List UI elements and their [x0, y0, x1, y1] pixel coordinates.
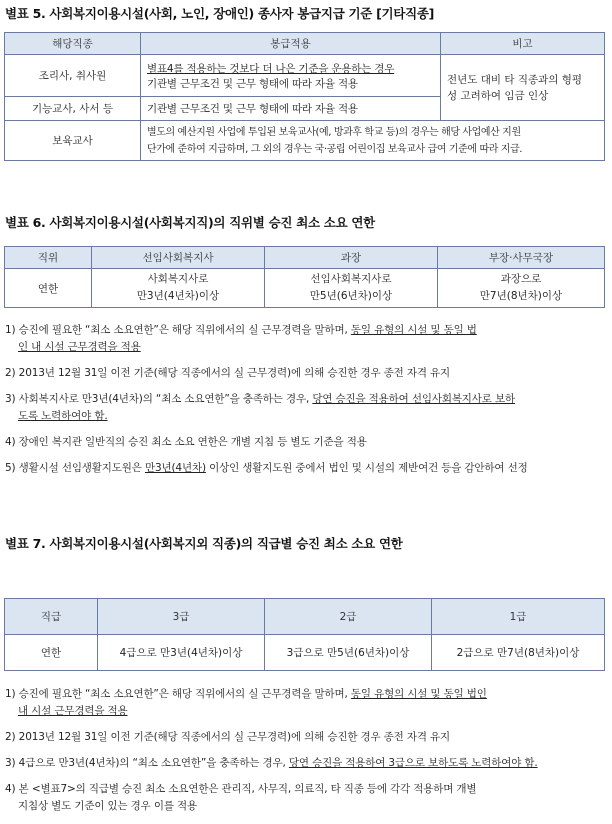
table7-cell-grade2: 3급으로 만5년(6년차)이상: [265, 635, 432, 671]
table5-row-tech: 기능교사, 사서 등: [5, 97, 141, 121]
table6-note-1-b: 동일 유형의 시설 및 동일 법: [350, 324, 477, 336]
table7-note-1: [5, 686, 607, 720]
table7-header-grade3: 3급: [98, 599, 265, 635]
table6: [4, 246, 605, 308]
table5-note-line2: 성 고려하여 임금 인상: [447, 89, 549, 102]
table7-note-3: [5, 755, 607, 772]
table5-row-tech-pay: 기관별 근무조건 및 근무 형태에 따라 자율 적용: [141, 97, 441, 121]
table6-header-senior: 선임사회복지사: [92, 247, 265, 269]
table6-cell-director-a: 과장으로: [500, 273, 542, 285]
table6-cell-director: [438, 269, 605, 308]
table6-cell-senior-b: 만3년(4년차)이상: [136, 290, 220, 302]
table7-note-3-a: 3) 4급으로 만3년(4년차)의 “최소 소요연한”을 충족하는 경우,: [5, 757, 289, 769]
table7-header-grade1: 1급: [432, 599, 605, 635]
table6-note-3-c: 도록 노력하여야 함.: [18, 410, 108, 422]
table5-title: 별표 5. 사회복지이용시설(사회, 노인, 장애인) 종사자 봉급지급 기준 [기타직종]: [5, 6, 435, 21]
table6-note-4: 4) 장애인 복지관 일반직의 승진 최소 소요 연한은 개별 지침 등 별도 기준을 적용: [5, 436, 367, 448]
table6-note-3: [5, 391, 607, 425]
table7-note-1-a: 1) 승진에 필요한 “최소 소요연한”은 해당 직위에서의 실 근무경력을 말하며,: [5, 688, 351, 700]
table7-note-4-a: 4) 본 <별표7>의 직급별 승진 최소 소요연한은 관리직, 사무직, 의료직, 타 직종 등에 각각 적용하며 개별: [5, 783, 477, 795]
table6-note-1: [5, 322, 607, 356]
table6-note-2: 2) 2013년 12월 31일 이전 기준(해당 직종에서의 실 근무경력)에 의해 승진한 경우 종전 자격 유지: [5, 367, 451, 379]
table5-row-cook-pay-line2: 기관별 근무조건 및 근무 형태에 따라 자율 적용: [147, 77, 358, 90]
table5-header-job: 해당직종: [5, 33, 141, 55]
table5: [4, 32, 605, 161]
table6-cell-manager: [265, 269, 438, 308]
table5-row-cook: 조리사, 취사원: [5, 55, 141, 97]
table6-header-position: 직위: [5, 247, 92, 269]
table6-notes: [5, 322, 607, 486]
table7-header-grade: 직급: [5, 599, 98, 635]
table5-row-cook-pay: [141, 55, 441, 97]
table6-cell-senior: [92, 269, 265, 308]
table7-note-4-b: 지침상 별도 기준이 있는 경우 이를 적용: [18, 800, 198, 812]
table6-note-3-b: 당연 승진을 적용하여 선임사회복지사로 보하: [312, 393, 515, 405]
table7-note-1-b: 동일 유형의 시설 및 동일 법인: [350, 688, 487, 700]
table5-note-line1: 전년도 대비 타 직종과의 형평: [447, 73, 583, 86]
table6-cell-senior-a: 사회복지사로: [147, 273, 209, 285]
table5-row-nursery-line2: 단가에 준하여 지급하며, 그 외의 경우는 국·공립 어린이집 보육교사 급여 기준에 따라 지급.: [147, 143, 523, 155]
table7-note-4: [5, 781, 607, 815]
table6-header-manager: 과장: [265, 247, 438, 269]
table5-row-nursery-line1: 별도의 예산지원 사업에 투입된 보육교사(예, 방과후 학교 등)의 경우는 해당 사업예산 지원: [147, 126, 521, 138]
table5-row-nursery-pay: [141, 121, 605, 161]
table6-note-5-c: 이상인 생활지도원 중에서 법인 및 시설의 제반여건 등을 감안하여 선정: [205, 462, 528, 474]
table6-row-label: 연한: [5, 269, 92, 308]
table5-row-nursery: 보육교사: [5, 121, 141, 161]
table5-note-cell: [441, 55, 605, 121]
table5-row-cook-pay-line1: 별표4를 적용하는 것보다 더 나은 기준을 운용하는 경우: [147, 62, 395, 75]
table6-note-5-b: 만3년(4년차): [144, 462, 206, 474]
table7-cell-grade3: 4급으로 만3년(4년차)이상: [98, 635, 265, 671]
table7-note-2: 2) 2013년 12월 31일 이전 기준(해당 직종에서의 실 근무경력)에 의해 승진한 경우 종전 자격 유지: [5, 731, 451, 743]
table7-cell-grade1: 2급으로 만7년(8년차)이상: [432, 635, 605, 671]
table7-title: 별표 7. 사회복지이용시설(사회복지외 직종)의 직급별 승진 최소 소요 연한: [5, 536, 403, 551]
table7-note-1-c: 내 시설 근무경력을 적용: [18, 705, 128, 717]
table6-note-5: [5, 460, 607, 477]
table6-cell-director-b: 만7년(8년차)이상: [479, 290, 563, 302]
table7-row-label: 연한: [5, 635, 98, 671]
table6-title: 별표 6. 사회복지이용시설(사회복지직)의 직위별 승진 최소 소요 연한: [5, 215, 375, 230]
table7-header-grade2: 2급: [265, 599, 432, 635]
table7-note-3-b: 당연 승진을 적용하여 3급으로 보하도록 노력하여야 함.: [288, 757, 538, 769]
table6-note-1-a: 1) 승진에 필요한 “최소 소요연한”은 해당 직위에서의 실 근무경력을 말하며,: [5, 324, 351, 336]
table7-notes: [5, 686, 607, 824]
table7: [4, 598, 605, 671]
table5-header-note: 비고: [441, 33, 605, 55]
table6-header-director: 부장·사무국장: [438, 247, 605, 269]
table5-header-pay: 봉급적용: [141, 33, 441, 55]
table6-note-3-a: 3) 사회복지사로 만3년(4년차)의 “최소 소요연한”을 충족하는 경우,: [5, 393, 313, 405]
table6-note-5-a: 5) 생활시설 선임생활지도원은: [5, 462, 145, 474]
table6-cell-manager-a: 선임사회복지사로: [310, 273, 392, 285]
table6-cell-manager-b: 만5년(6년차)이상: [309, 290, 393, 302]
table6-note-1-c: 인 내 시설 근무경력을 적용: [18, 341, 141, 353]
